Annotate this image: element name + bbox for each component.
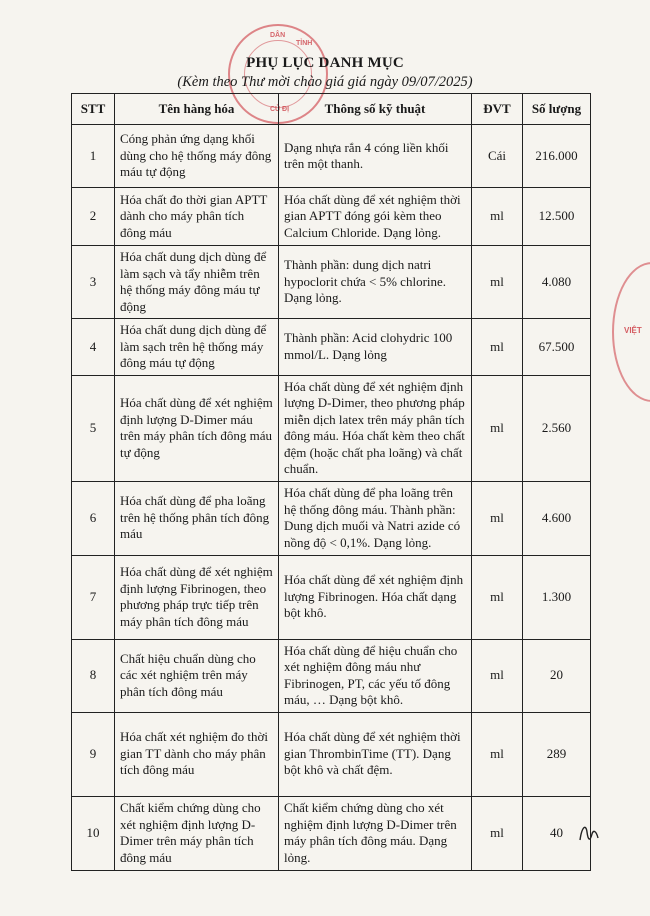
cell-name: Hóa chất xét nghiệm đo thời gian TT dành cho máy phân tích đông máu: [115, 712, 279, 796]
cell-stt: 4: [72, 319, 115, 376]
cell-stt: 5: [72, 375, 115, 481]
cell-stt: 6: [72, 481, 115, 555]
table-row: [72, 246, 591, 319]
cell-dvt: ml: [472, 555, 523, 639]
cell-name: Chất kiểm chứng dùng cho xét nghiệm định lượng D-Dimer trên máy phân tích đông máu: [115, 796, 279, 870]
cell-name: Chất hiệu chuẩn dùng cho các xét nghiệm trên máy phân tích đông máu: [115, 639, 279, 712]
cell-qty: 1.300: [523, 555, 591, 639]
cell-spec: Hóa chất dùng để hiệu chuẩn cho xét nghiệm đông máu như Fibrinogen, PT, các yếu tố đông máu, … Dạng bột khô.: [279, 639, 472, 712]
cell-stt: 8: [72, 639, 115, 712]
cell-dvt: ml: [472, 712, 523, 796]
cell-spec: Hóa chất dùng để xét nghiệm định lượng D-Dimer, theo phương pháp miễn dịch latex trên máy phân tích đông máu. Hóa chất kèm theo chất đệm (hoặc chất pha loãng) và chất chuẩn.: [279, 375, 472, 481]
cell-name: Hóa chất đo thời gian APTT dành cho máy phân tích đông máu: [115, 188, 279, 246]
table-row: [72, 555, 591, 639]
cell-spec: Hóa chất dùng để xét nghiệm thời gian APTT đóng gói kèm theo Calcium Chloride. Dạng lỏng.: [279, 188, 472, 246]
seal-text-top: DÂN: [270, 32, 286, 39]
cell-dvt: Cái: [472, 125, 523, 188]
table-header-row: [72, 94, 591, 125]
cell-dvt: ml: [472, 481, 523, 555]
table-row: [72, 639, 591, 712]
cell-dvt: ml: [472, 188, 523, 246]
cell-stt: 9: [72, 712, 115, 796]
cell-qty: 12.500: [523, 188, 591, 246]
table-row: [72, 319, 591, 376]
cell-stt: 7: [72, 555, 115, 639]
header-stt: STT: [72, 94, 115, 125]
cell-name: Hóa chất dung dịch dùng để làm sạch và tẩy nhiễm trên hệ thống máy đông máu tự động: [115, 246, 279, 319]
table-row: [72, 712, 591, 796]
table-row: [72, 125, 591, 188]
side-seal: [612, 262, 650, 402]
cell-spec: Thành phần: dung dịch natri hypoclorit chứa < 5% chlorine. Dạng lỏng.: [279, 246, 472, 319]
cell-stt: 10: [72, 796, 115, 870]
cell-name: Cóng phản ứng dạng khối dùng cho hệ thống máy đông máu tự động: [115, 125, 279, 188]
cell-dvt: ml: [472, 796, 523, 870]
cell-spec: Hóa chất dùng để xét nghiệm thời gian ThrombinTime (TT). Dạng bột khô và chất đệm.: [279, 712, 472, 796]
page-subtitle: (Kèm theo Thư mời chào giá giá ngày 09/07/2025): [177, 74, 473, 90]
cell-qty: 2.560: [523, 375, 591, 481]
cell-qty: 67.500: [523, 319, 591, 376]
cell-qty: 20: [523, 639, 591, 712]
cell-stt: 2: [72, 188, 115, 246]
table-row: [72, 481, 591, 555]
cell-spec: Hóa chất dùng để pha loãng trên hệ thống đông máu. Thành phần: Dung dịch muối và Natri azide có nồng độ < 0,1%. Dạng lỏng.: [279, 481, 472, 555]
table-row: [72, 188, 591, 246]
cell-name: Hóa chất dùng để xét nghiệm định lượng Fibrinogen, theo phương pháp trực tiếp trên máy phân tích đông máu: [115, 555, 279, 639]
side-seal-text: VIỆT: [624, 326, 642, 335]
header-qty: Số lượng: [523, 94, 591, 125]
cell-qty: 4.600: [523, 481, 591, 555]
cell-dvt: ml: [472, 246, 523, 319]
cell-dvt: ml: [472, 639, 523, 712]
items-table: [71, 93, 591, 871]
page-title: PHỤ LỤC DANH MỤC: [246, 55, 404, 71]
cell-qty: 40: [523, 796, 591, 870]
cell-qty: 4.080: [523, 246, 591, 319]
cell-spec: Hóa chất dùng để xét nghiệm định lượng Fibrinogen. Hóa chất dạng bột khô.: [279, 555, 472, 639]
cell-name: Hóa chất dùng để pha loãng trên hệ thống phân tích đông máu: [115, 481, 279, 555]
table-row: [72, 796, 591, 870]
seal-text-side: TỈNH: [296, 40, 313, 47]
cell-spec: Dạng nhựa rắn 4 cóng liền khối trên một thanh.: [279, 125, 472, 188]
cell-qty: 289: [523, 712, 591, 796]
signature-mark: [576, 820, 602, 846]
cell-dvt: ml: [472, 319, 523, 376]
cell-dvt: ml: [472, 375, 523, 481]
seal-text-bottom: CỦ ĐỊ: [270, 106, 290, 113]
cell-qty: 216.000: [523, 125, 591, 188]
cell-stt: 3: [72, 246, 115, 319]
header-dvt: ĐVT: [472, 94, 523, 125]
cell-spec: Chất kiểm chứng dùng cho xét nghiệm định lượng D-Dimer trên máy phân tích đông máu. Dạng lỏng.: [279, 796, 472, 870]
cell-name: Hóa chất dùng để xét nghiệm định lượng D-Dimer máu trên máy phân tích đông máu tự động: [115, 375, 279, 481]
cell-stt: 1: [72, 125, 115, 188]
header-spec: Thông số kỹ thuật: [279, 94, 472, 125]
cell-name: Hóa chất dung dịch dùng để làm sạch trên hệ thống máy đông máu tự động: [115, 319, 279, 376]
table-row: [72, 375, 591, 481]
header-name: Tên hàng hóa: [115, 94, 279, 125]
cell-spec: Thành phần: Acid clohydric 100 mmol/L. Dạng lỏng: [279, 319, 472, 376]
